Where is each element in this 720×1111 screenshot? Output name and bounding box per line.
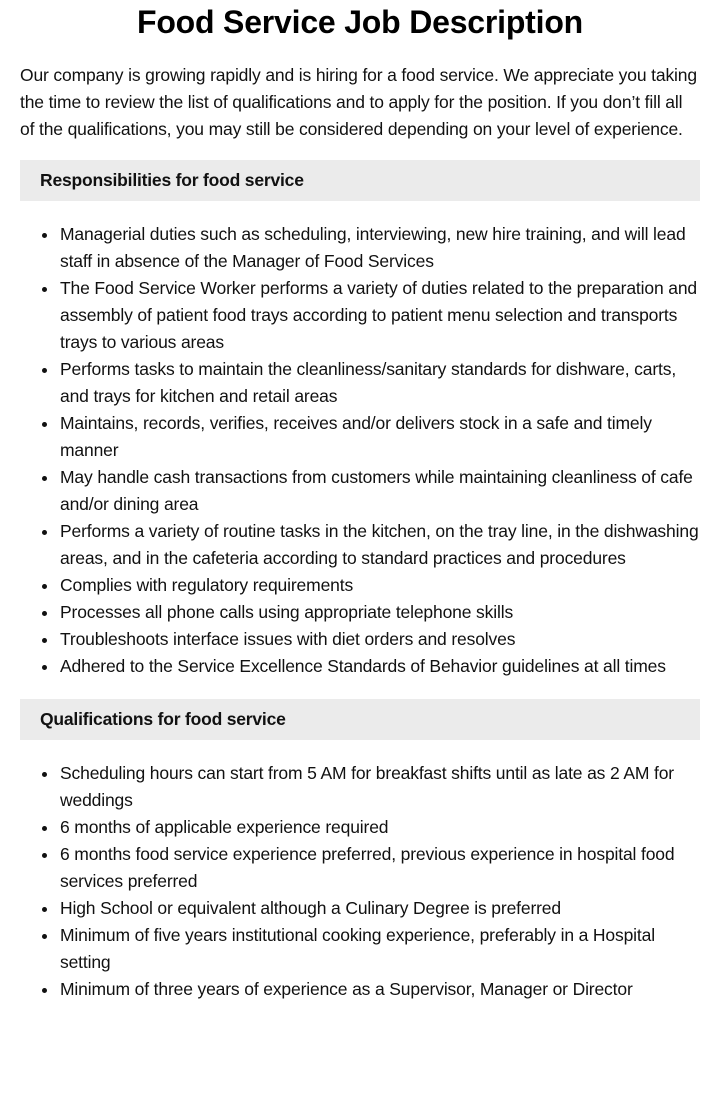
bullet-icon: [42, 934, 47, 939]
list-item: Maintains, records, verifies, receives and/or delivers stock in a safe and timely manner: [60, 410, 700, 464]
list-item: Performs a variety of routine tasks in the kitchen, on the tray line, in the dishwashing areas, and in the cafeteria according to standard practices and procedures: [60, 518, 700, 572]
bullet-icon: [42, 611, 47, 616]
bullet-icon: [42, 853, 47, 858]
qualifications-heading: Qualifications for food service: [20, 699, 700, 740]
list-item: Processes all phone calls using appropriate telephone skills: [60, 599, 700, 626]
bullet-icon: [42, 530, 47, 535]
bullet-icon: [42, 368, 47, 373]
bullet-icon: [42, 907, 47, 912]
list-item: Complies with regulatory requirements: [60, 572, 700, 599]
list-item: Minimum of three years of experience as a Supervisor, Manager or Director: [60, 976, 700, 1003]
list-item: High School or equivalent although a Culinary Degree is preferred: [60, 895, 700, 922]
list-item: Minimum of five years institutional cooking experience, preferably in a Hospital setting: [60, 922, 700, 976]
responsibilities-list: [20, 221, 700, 680]
list-item: Scheduling hours can start from 5 AM for breakfast shifts until as late as 2 AM for weddings: [60, 760, 700, 814]
list-item: Managerial duties such as scheduling, interviewing, new hire training, and will lead staff in absence of the Manager of Food Services: [60, 221, 700, 275]
bullet-icon: [42, 826, 47, 831]
list-item: 6 months of applicable experience required: [60, 814, 700, 841]
bullet-icon: [42, 665, 47, 670]
bullet-icon: [42, 584, 47, 589]
list-item: Performs tasks to maintain the cleanliness/sanitary standards for dishware, carts, and trays for kitchen and retail areas: [60, 356, 700, 410]
list-item: May handle cash transactions from customers while maintaining cleanliness of cafe and/or dining area: [60, 464, 700, 518]
bullet-icon: [42, 422, 47, 427]
page-title: Food Service Job Description: [136, 4, 584, 40]
list-item: Adhered to the Service Excellence Standards of Behavior guidelines at all times: [60, 653, 700, 680]
bullet-icon: [42, 988, 47, 993]
bullet-icon: [42, 638, 47, 643]
bullet-icon: [42, 287, 47, 292]
bullet-icon: [42, 233, 47, 238]
list-item: The Food Service Worker performs a variety of duties related to the preparation and assembly of patient food trays according to patient menu selection and transports trays to various areas: [60, 275, 700, 356]
list-item: 6 months food service experience preferred, previous experience in hospital food services preferred: [60, 841, 700, 895]
intro-paragraph: Our company is growing rapidly and is hiring for a food service. We appreciate you taking the time to review the list of qualifications and to apply for the position. If you don’t fill all of the qualifications, you may still be considered depending on your level of experience.: [20, 65, 697, 139]
list-item: Troubleshoots interface issues with diet orders and resolves: [60, 626, 700, 653]
qualifications-list: [20, 760, 700, 1003]
responsibilities-heading: Responsibilities for food service: [20, 160, 700, 201]
bullet-icon: [42, 476, 47, 481]
bullet-icon: [42, 772, 47, 777]
